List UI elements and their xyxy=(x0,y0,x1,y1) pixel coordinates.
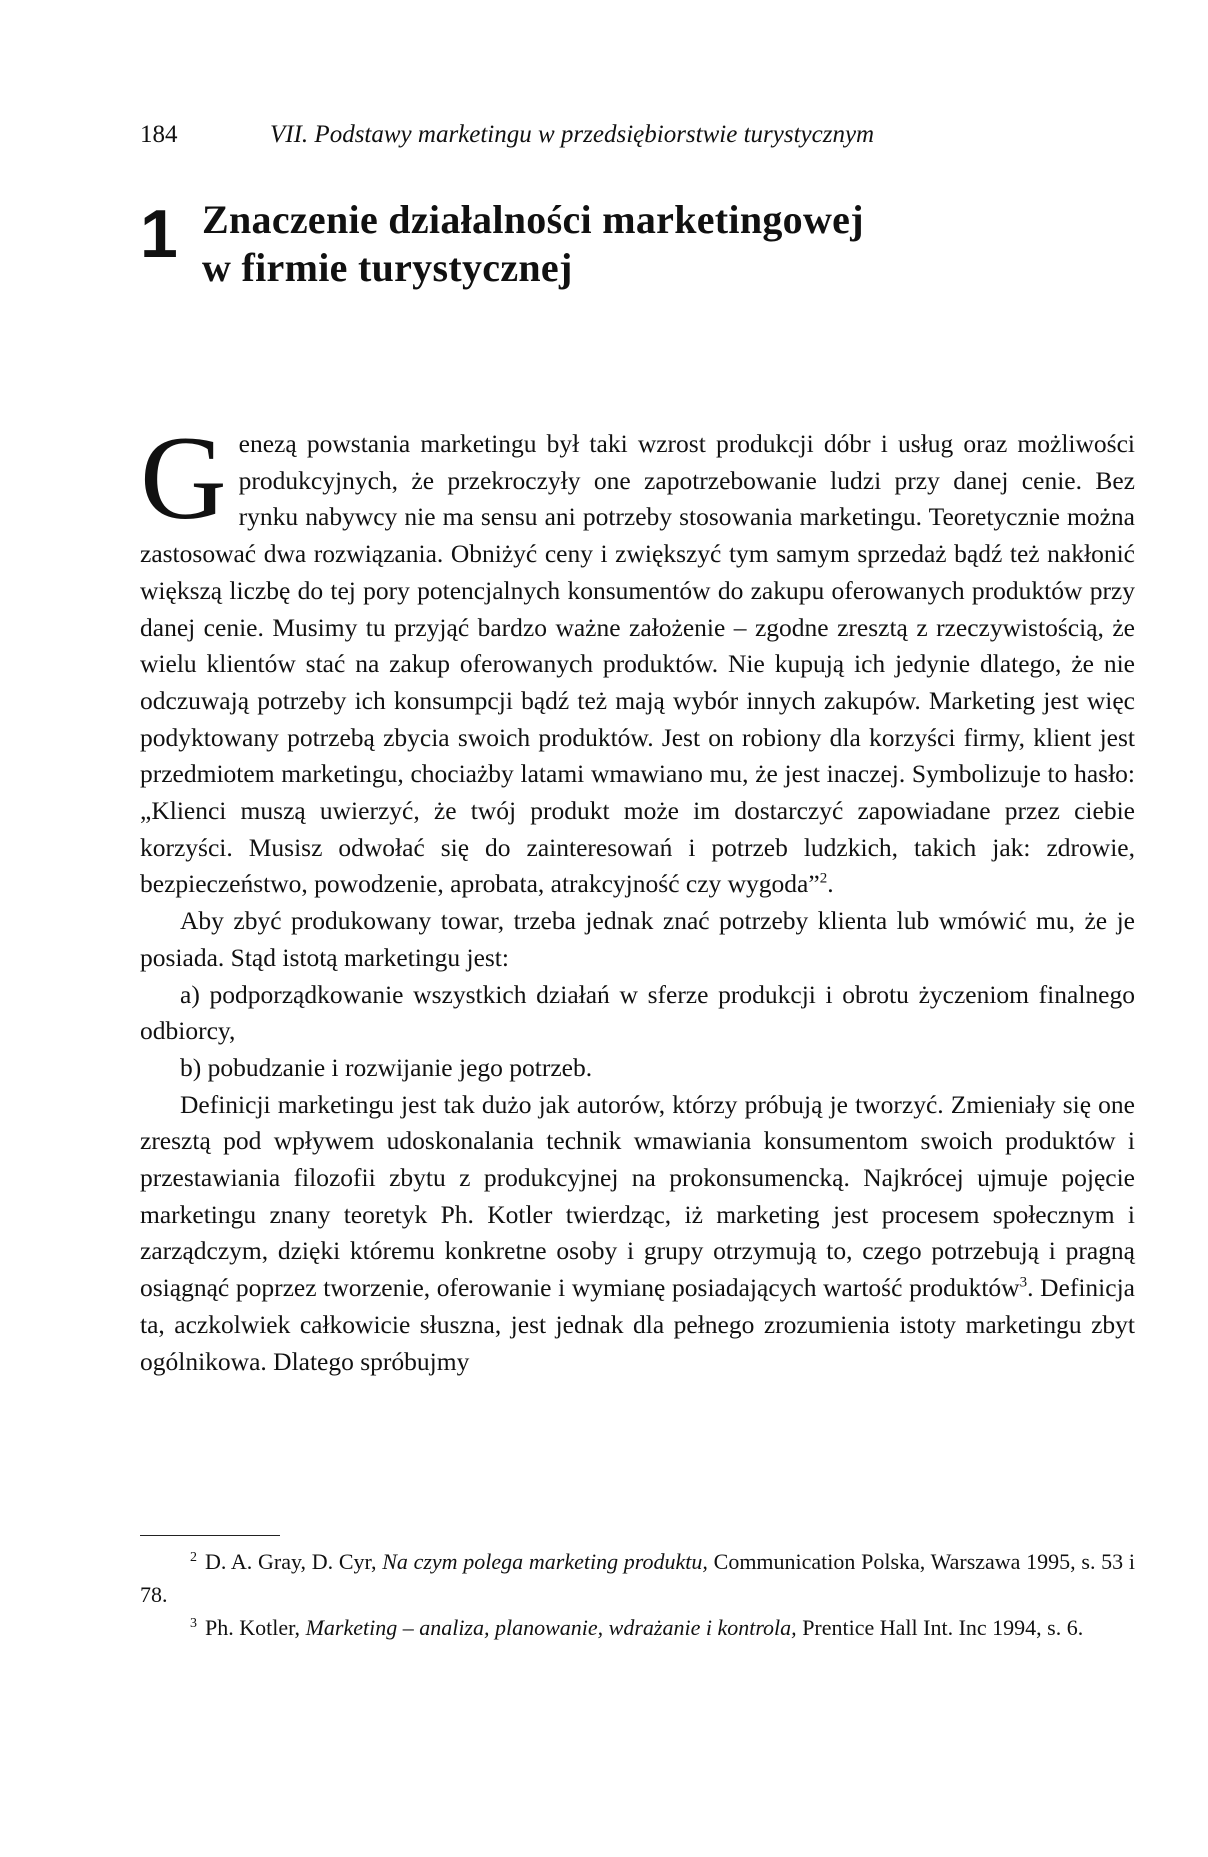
footnote-ref-3: 3 xyxy=(1019,1274,1028,1291)
footnote-publication: Communication Polska, Warszawa 1995, s. 53 i 78. xyxy=(140,1549,1135,1607)
paragraph-1-text: enezą powstania marketingu był taki wzrost produkcji dóbr i usług oraz możliwości produkcyjnych, że przekroczyły one zapotrzebowanie ludzi przy danej cenie. Bez rynku nabywcy nie ma sensu ani potrzeby stosowania marketingu. Teoretycznie można zastosować dwa rozwiązania. Obniżyć ceny i zwiększyć tym samym sprzedaż bądź też nakłonić większą liczbę do tej pory potencjalnych konsumentów do zakupu oferowanych produktów przy danej cenie. Musimy tu przyjąć bardzo ważne założenie – zgodne zresztą z rzeczywistością, że wielu klientów stać na zakup oferowanych produktów. Nie kupują ich jedynie dlatego, że nie odczuwają potrzeby ich konsumpcji bądź też mają wybór innych zakupów. Marketing jest więc podyktowany potrzebą zbycia swoich produktów. Jest on robiony dla korzyści firmy, klient jest przedmiotem marketingu, chociażby latami wmawiano mu, że jest inaczej. Symbolizuje to hasło: „Klienci muszą uwierzyć, że twój produkt może im dostarczyć zapowiadane przez ciebie korzyści. Musisz odwołać się do zainteresowań i potrzeb ludzkich, takich jak: zdrowie, bezpieczeństwo, powodzenie, aprobata, atrakcyjność czy wygoda” xyxy=(140,429,1135,899)
footnote-ref-2: 2 xyxy=(819,870,828,887)
footnote-title: Na czym polega marketing produktu, xyxy=(382,1549,708,1574)
footnote-authors: D. A. Gray, D. Cyr, xyxy=(205,1549,377,1574)
chapter-title-line-1: Znaczenie działalności marketingowej xyxy=(202,197,864,242)
paragraph-1 xyxy=(140,411,1135,903)
paragraph-2: Aby zbyć produkowany towar, trzeba jednak znać potrzeby klienta lub wmówić mu, że je posiada. Stąd istotą marketingu jest: xyxy=(140,906,1135,972)
footnote-divider xyxy=(140,1535,280,1536)
footnote-authors: Ph. Kotler, xyxy=(205,1615,301,1640)
paragraph-3 xyxy=(140,1087,1135,1381)
chapter-title xyxy=(202,196,1102,292)
document-page xyxy=(140,0,1135,1857)
running-title: VII. Podstawy marketingu w przedsiębiorstwie turystycznym xyxy=(270,121,875,148)
footnote-title: Marketing – analiza, planowanie, wdrażanie i kontrola, xyxy=(305,1615,797,1640)
footnote-3 xyxy=(140,1611,1135,1644)
footnote-marker: 2 xyxy=(190,1549,197,1565)
list-item-a: a) podporządkowanie wszystkich działań w sferze produkcji i obrotu życzeniom finalnego odbiorcy, xyxy=(140,979,1135,1046)
page-number: 184 xyxy=(140,121,178,148)
running-head xyxy=(140,120,1135,150)
chapter-title-line-2: w firmie turystycznej xyxy=(202,245,573,290)
paragraph-3-text: Definicji marketingu jest tak dużo jak autorów, którzy próbują je tworzyć. Zmieniały się one zresztą pod wpływem udoskonalania technik wmawiania konsumentom swoich produktów i przestawiania filozofii zbytu z produkcyjnej na prokonsumencką. Najkrócej ujmuje pojęcie marketingu znany teoretyk Ph. Kotler twierdząc, iż marketing jest procesem społecznym i zarządczym, dzięki któremu konkretne osoby i grupy otrzymują to, czego potrzebują i pragną osiągnąć poprzez tworzenie, oferowanie i wymianę posiadających wartość produktów xyxy=(140,1089,1135,1303)
paragraph-3-end: . Definicja ta, aczkolwiek całkowicie słuszna, jest jednak dla pełnego zrozumienia istoty marketingu zbyt ogólnikowa. Dlatego spróbujmy xyxy=(140,1273,1135,1376)
footnote-marker: 3 xyxy=(190,1615,197,1631)
footnote-publication: Prentice Hall Int. Inc 1994, s. 6. xyxy=(802,1615,1084,1640)
chapter-number: 1 xyxy=(140,196,178,272)
chapter-heading xyxy=(140,196,1135,316)
list-item-b: b) pobudzanie i rozwijanie jego potrzeb. xyxy=(180,1052,593,1082)
footnotes xyxy=(140,1545,1135,1644)
footnote-2 xyxy=(140,1545,1135,1611)
body-text xyxy=(140,411,1135,1380)
paragraph-1-end: . xyxy=(827,869,834,899)
drop-cap: G xyxy=(140,411,227,544)
